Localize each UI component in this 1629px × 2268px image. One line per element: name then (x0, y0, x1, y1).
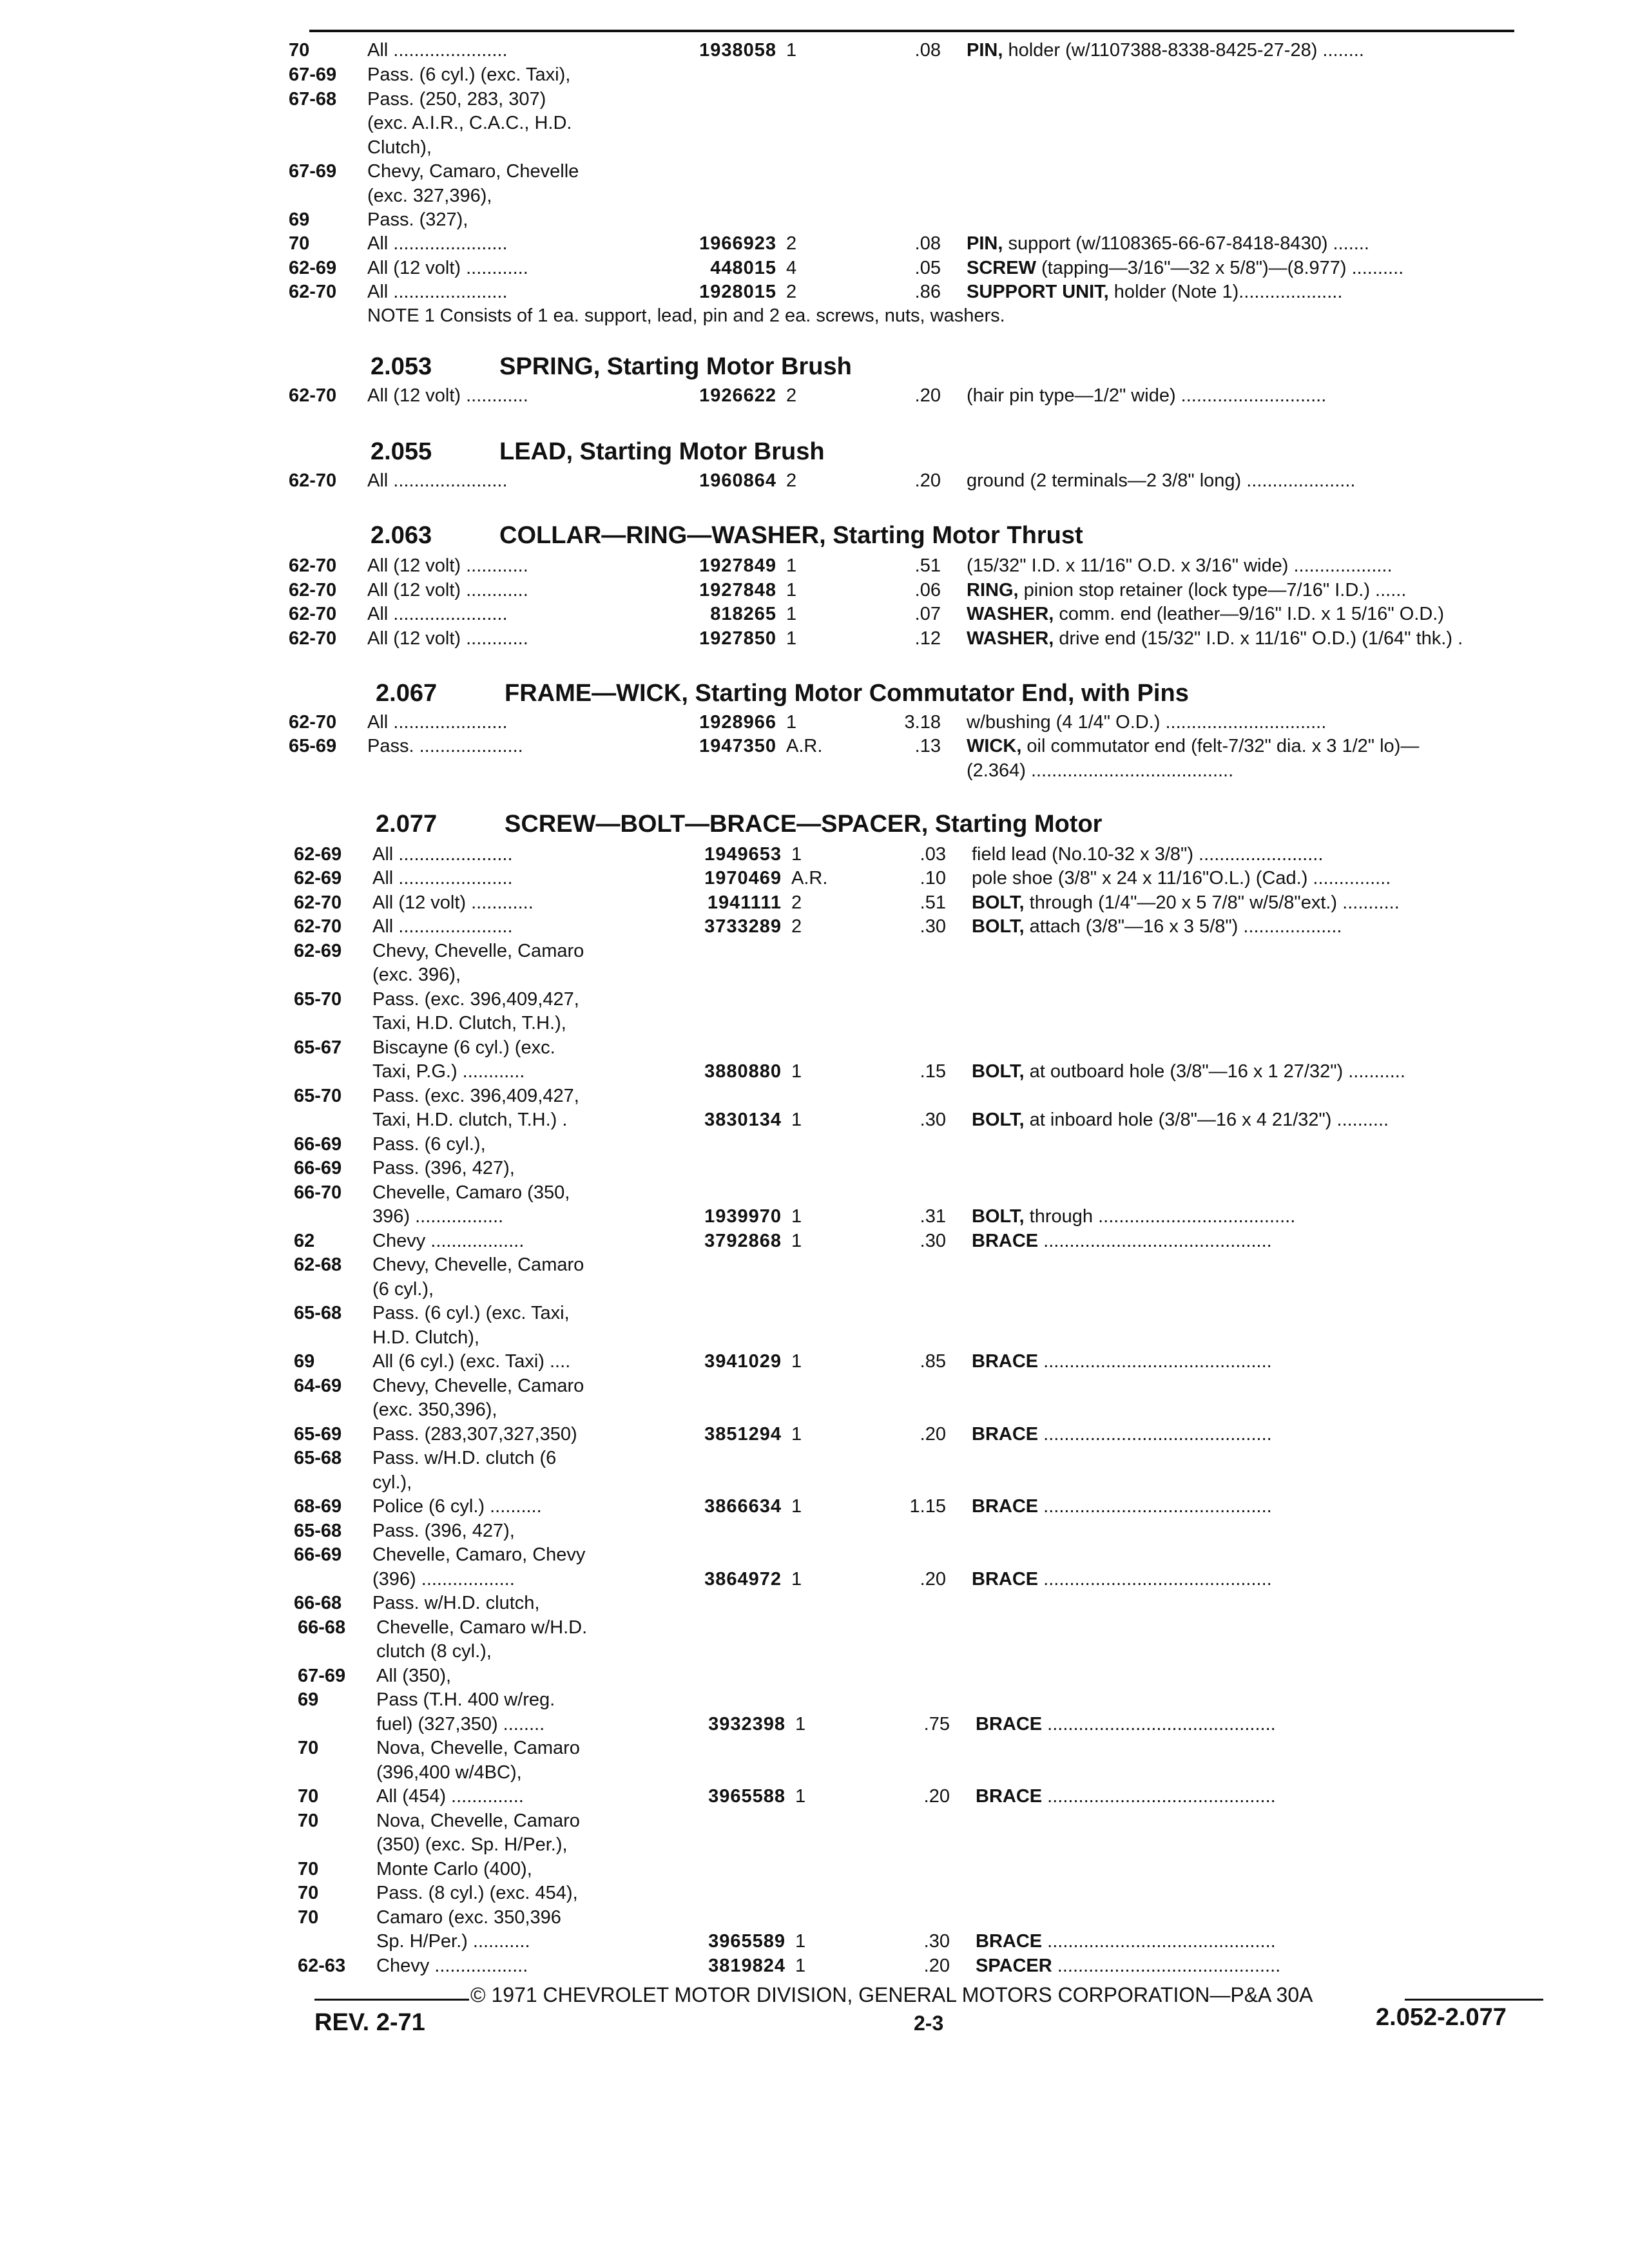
part-number: 448015 (710, 258, 776, 278)
part-number: 3864972 (704, 1569, 782, 1590)
application: Pass. (396, 427), (372, 1158, 515, 1178)
list-price: .08 (914, 233, 941, 254)
quantity: 1 (791, 1496, 802, 1517)
application: 396) ................. (372, 1206, 504, 1227)
application: Pass. (exc. 396,409,427, (372, 1086, 579, 1106)
part-number: 3965588 (708, 1786, 786, 1807)
application: All (12 volt) ............ (367, 555, 528, 576)
list-price: .31 (920, 1206, 946, 1227)
part-name: BRACE (972, 1496, 1039, 1517)
part-number: 1927849 (699, 555, 776, 576)
part-name: BOLT, (972, 1110, 1025, 1130)
list-price: .20 (923, 1956, 950, 1976)
application: All (350), (376, 1666, 452, 1686)
part-description (967, 385, 1326, 406)
part-number: 1947350 (699, 736, 776, 756)
part-detail: drive end (15/32" I.D. x 11/16" O.D.) (1/64" thk.) . (1054, 628, 1463, 649)
part-name: BRACE (972, 1231, 1039, 1251)
model-years: 65-68 (294, 1303, 342, 1323)
quantity: 1 (795, 1786, 806, 1807)
top-rule (309, 30, 1514, 32)
list-price: .20 (914, 470, 941, 491)
part-description (972, 1231, 1272, 1251)
application: (350) (exc. Sp. H/Per.), (376, 1834, 568, 1855)
list-price: 3.18 (904, 712, 941, 733)
model-years: 66-68 (294, 1593, 342, 1613)
application: Nova, Chevelle, Camaro (376, 1738, 580, 1758)
part-number: 1941111 (707, 892, 782, 913)
part-name: BRACE (972, 1351, 1039, 1372)
group-range: 2.052-2.077 (1376, 2004, 1507, 2031)
part-description (976, 1931, 1276, 1952)
part-number: 3880880 (704, 1061, 782, 1082)
application: All ...................... (367, 233, 508, 254)
part-description (967, 40, 1364, 61)
model-years: 65-68 (294, 1521, 342, 1541)
application: cyl.), (372, 1472, 412, 1493)
part-detail: ............................................ (1038, 1231, 1272, 1251)
model-years: 67-69 (289, 64, 337, 85)
part-detail: ............................................ (1038, 1351, 1272, 1372)
quantity: 2 (786, 470, 797, 491)
application: Police (6 cyl.) .......... (372, 1496, 542, 1517)
part-detail: ............................................ (1038, 1496, 1272, 1517)
part-description (967, 470, 1355, 491)
application: Taxi, H.D. clutch, T.H.) . (372, 1110, 568, 1130)
application: All (12 volt) ............ (367, 258, 528, 278)
part-detail: pole shoe (3/8" x 24 x 11/16"O.L.) (Cad.) ............... (972, 868, 1391, 889)
model-years: 70 (298, 1811, 319, 1831)
application: (exc. A.I.R., C.A.C., H.D. (367, 113, 572, 133)
list-price: .20 (920, 1424, 946, 1445)
part-detail: field lead (No.10-32 x 3/8") ........................ (972, 844, 1324, 865)
application: All ...................... (372, 868, 513, 889)
application: Nova, Chevelle, Camaro (376, 1811, 580, 1831)
application: Sp. H/Per.) ........... (376, 1931, 530, 1952)
model-years: 66-69 (294, 1544, 342, 1565)
part-name: SCREW (967, 258, 1036, 278)
application: Pass. (250, 283, 307) (367, 89, 546, 110)
part-name: BOLT, (972, 1206, 1025, 1227)
list-price: .51 (920, 892, 946, 913)
part-number: 3851294 (704, 1424, 782, 1445)
model-years: 67-69 (298, 1666, 346, 1686)
part-number: 3932398 (708, 1714, 786, 1735)
part-detail: holder (w/1107388-8338-8425-27-28) ........ (1003, 40, 1364, 61)
part-number: 818265 (710, 604, 776, 624)
part-number: 3941029 (704, 1351, 782, 1372)
model-years: 62-63 (298, 1956, 346, 1976)
quantity: 1 (786, 628, 797, 649)
part-name: BRACE (972, 1424, 1039, 1445)
quantity: 1 (795, 1931, 806, 1952)
part-description (972, 1496, 1272, 1517)
part-detail: pinion stop retainer (lock type—7/16" I.D.) ...... (1018, 580, 1407, 601)
application: All (12 volt) ............ (367, 385, 528, 406)
model-years: 62-70 (289, 470, 337, 491)
application: All (454) .............. (376, 1786, 524, 1807)
application: All ...................... (372, 844, 513, 865)
model-years: 65-67 (294, 1037, 342, 1058)
application: Pass. w/H.D. clutch, (372, 1593, 540, 1613)
part-description (967, 282, 1342, 302)
part-number: 3830134 (704, 1110, 782, 1130)
application: Chevy, Camaro, Chevelle (367, 161, 579, 182)
part-name: WASHER, (967, 604, 1054, 624)
part-number: 3819824 (708, 1956, 786, 1976)
list-price: .86 (914, 282, 941, 302)
application: (396) .................. (372, 1569, 515, 1590)
quantity: 2 (786, 385, 797, 406)
part-detail: at outboard hole (3/8"—16 x 1 27/32") ........... (1024, 1061, 1405, 1082)
application: NOTE 1 Consists of 1 ea. support, lead, pin and 2 ea. screws, nuts, washers. (367, 305, 1005, 326)
model-years: 70 (298, 1738, 319, 1758)
application: Chevy, Chevelle, Camaro (372, 941, 584, 961)
part-description (972, 868, 1391, 889)
quantity: 1 (791, 1110, 802, 1130)
application: All ...................... (367, 40, 508, 61)
list-price: .07 (914, 604, 941, 624)
part-description (972, 1351, 1272, 1372)
part-name: PIN, (967, 233, 1003, 254)
quantity: 4 (786, 258, 797, 278)
part-detail: holder (Note 1).................... (1108, 282, 1343, 302)
application: Biscayne (6 cyl.) (exc. (372, 1037, 555, 1058)
application: (396,400 w/4BC), (376, 1762, 522, 1783)
quantity: 1 (791, 1061, 802, 1082)
application: Camaro (exc. 350,396 (376, 1907, 561, 1928)
model-years: 62-68 (294, 1254, 342, 1275)
part-description (972, 916, 1342, 937)
part-description (967, 555, 1393, 576)
quantity: 2 (786, 233, 797, 254)
model-years: 66-69 (294, 1134, 342, 1155)
application: Pass. (exc. 396,409,427, (372, 989, 579, 1010)
part-detail: through ...................................... (1024, 1206, 1296, 1227)
application: Pass. (6 cyl.) (exc. Taxi, (372, 1303, 570, 1323)
part-description (972, 1061, 1405, 1082)
part-description (976, 1786, 1276, 1807)
part-number: 1960864 (699, 470, 776, 491)
application: All (6 cyl.) (exc. Taxi) .... (372, 1351, 571, 1372)
part-name: WASHER, (967, 628, 1054, 649)
group-title: COLLAR—RING—WASHER, Starting Motor Thrust (499, 522, 1083, 549)
group-title: SCREW—BOLT—BRACE—SPACER, Starting Motor (505, 811, 1103, 838)
application: (exc. 350,396), (372, 1399, 497, 1420)
list-price: .30 (923, 1931, 950, 1952)
model-years: 65-70 (294, 989, 342, 1010)
model-years: 62-69 (294, 868, 342, 889)
model-years: 62-70 (294, 916, 342, 937)
quantity: 1 (791, 1351, 802, 1372)
part-description (972, 892, 1400, 913)
model-years: 62-70 (289, 604, 337, 624)
model-years: 69 (298, 1689, 319, 1710)
application: All ...................... (367, 282, 508, 302)
application: Chevelle, Camaro (350, (372, 1182, 570, 1203)
application: (exc. 396), (372, 965, 461, 985)
revision-label: REV. 2-71 (314, 2009, 425, 2036)
part-number: 1928966 (699, 712, 776, 733)
model-years: 62-70 (289, 555, 337, 576)
part-detail: ground (2 terminals—2 3/8" long) ..................... (967, 470, 1356, 491)
application: Chevelle, Camaro w/H.D. (376, 1617, 588, 1638)
part-detail: w/bushing (4 1/4" O.D.) ............................... (967, 712, 1327, 733)
application: Pass. .................... (367, 736, 523, 756)
list-price: .06 (914, 580, 941, 601)
part-detail: ............................................ (1042, 1786, 1276, 1807)
model-years: 67-68 (289, 89, 337, 110)
part-number: 1927848 (699, 580, 776, 601)
list-price: .03 (920, 844, 946, 865)
quantity: 2 (791, 892, 802, 913)
application: Taxi, H.D. Clutch, T.H.), (372, 1013, 566, 1033)
application: All (12 volt) ............ (372, 892, 534, 913)
quantity: 1 (791, 1206, 802, 1227)
model-years: 70 (298, 1883, 319, 1903)
application: Taxi, P.G.) ............ (372, 1061, 525, 1082)
list-price: .30 (920, 916, 946, 937)
application: Pass. w/H.D. clutch (6 (372, 1448, 557, 1468)
part-name: SUPPORT UNIT, (967, 282, 1109, 302)
model-years: 70 (298, 1907, 319, 1928)
application: (exc. 327,396), (367, 186, 492, 206)
part-description (967, 580, 1406, 601)
application: Chevy .................. (376, 1956, 528, 1976)
part-description (972, 1110, 1389, 1130)
part-number: 1970469 (704, 868, 782, 889)
application: H.D. Clutch), (372, 1327, 479, 1348)
part-description (967, 628, 1463, 649)
model-years: 69 (289, 209, 310, 230)
quantity: A.R. (786, 736, 823, 756)
part-detail: oil commutator end (felt-7/32" dia. x 3 1/2" lo)— (1021, 736, 1420, 756)
model-years: 62 (294, 1231, 315, 1251)
group-number: 2.063 (371, 522, 432, 549)
list-price: .08 (914, 40, 941, 61)
group-title: FRAME—WICK, Starting Motor Commutator End, with Pins (505, 680, 1189, 707)
model-years: 70 (289, 40, 310, 61)
group-number: 2.053 (371, 353, 432, 380)
list-price: .05 (914, 258, 941, 278)
quantity: 1 (791, 844, 802, 865)
application: Pass. (396, 427), (372, 1521, 515, 1541)
footer-rule-left (314, 1999, 469, 2001)
part-number: 3965589 (708, 1931, 786, 1952)
part-detail: ............................................ (1042, 1714, 1276, 1735)
part-name: RING, (967, 580, 1019, 601)
list-price: .13 (914, 736, 941, 756)
part-number: 3866634 (704, 1496, 782, 1517)
quantity: 1 (795, 1956, 806, 1976)
part-number: 1928015 (699, 282, 776, 302)
part-name: BOLT, (972, 916, 1025, 937)
model-years: 66-68 (298, 1617, 346, 1638)
part-number: 1927850 (699, 628, 776, 649)
part-number: 1926622 (699, 385, 776, 406)
copyright-notice: © 1971 CHEVROLET MOTOR DIVISION, GENERAL MOTORS CORPORATION—P&A 30A (470, 1983, 1313, 2006)
list-price: 1.15 (909, 1496, 946, 1517)
model-years: 66-70 (294, 1182, 342, 1203)
list-price: .51 (914, 555, 941, 576)
model-years: 70 (298, 1859, 319, 1879)
quantity: 1 (791, 1424, 802, 1445)
footer-rule-right (1405, 1999, 1543, 2001)
application: (6 cyl.), (372, 1279, 434, 1300)
part-name: WICK, (967, 736, 1022, 756)
quantity: A.R. (791, 868, 828, 889)
model-years: 65-69 (294, 1424, 342, 1445)
model-years: 62-69 (294, 941, 342, 961)
model-years: 66-69 (294, 1158, 342, 1178)
list-price: .12 (914, 628, 941, 649)
part-detail: attach (3/8"—16 x 3 5/8") ................... (1024, 916, 1342, 937)
application: Pass. (327), (367, 209, 468, 230)
part-description (967, 760, 1233, 781)
application: Chevy, Chevelle, Camaro (372, 1376, 584, 1396)
quantity: 2 (786, 282, 797, 302)
application: Pass. (6 cyl.), (372, 1134, 486, 1155)
application: Chevy .................. (372, 1231, 525, 1251)
part-description (967, 604, 1444, 624)
application: All ...................... (367, 604, 508, 624)
part-detail: support (w/1108365-66-67-8418-8430) ....... (1003, 233, 1369, 254)
quantity: 1 (786, 40, 797, 61)
model-years: 69 (294, 1351, 315, 1372)
quantity: 1 (791, 1569, 802, 1590)
model-years: 70 (289, 233, 310, 254)
group-title: LEAD, Starting Motor Brush (499, 438, 825, 465)
part-name: SPACER (976, 1956, 1052, 1976)
list-price: .75 (923, 1714, 950, 1735)
application: All ...................... (367, 470, 508, 491)
application: Pass. (283,307,327,350) (372, 1424, 577, 1445)
model-years: 64-69 (294, 1376, 342, 1396)
model-years: 62-70 (289, 628, 337, 649)
quantity: 2 (791, 916, 802, 937)
quantity: 1 (786, 555, 797, 576)
part-detail: (hair pin type—1/2" wide) ............................ (967, 385, 1327, 406)
list-price: .15 (920, 1061, 946, 1082)
page-number: 2-3 (914, 2012, 944, 2035)
part-number: 1949653 (704, 844, 782, 865)
list-price: .10 (920, 868, 946, 889)
model-years: 65-68 (294, 1448, 342, 1468)
part-description (972, 1569, 1272, 1590)
part-detail: ............................................ (1038, 1424, 1272, 1445)
model-years: 62-69 (294, 844, 342, 865)
application: Monte Carlo (400), (376, 1859, 532, 1879)
list-price: .30 (920, 1231, 946, 1251)
part-name: BRACE (972, 1569, 1039, 1590)
quantity: 1 (795, 1714, 806, 1735)
group-number: 2.055 (371, 438, 432, 465)
quantity: 1 (786, 604, 797, 624)
part-description (967, 736, 1419, 756)
application: Pass. (8 cyl.) (exc. 454), (376, 1883, 578, 1903)
model-years: 68-69 (294, 1496, 342, 1517)
part-detail: ............................................ (1042, 1931, 1276, 1952)
group-title: SPRING, Starting Motor Brush (499, 353, 852, 380)
application: Chevy, Chevelle, Camaro (372, 1254, 584, 1275)
list-price: .30 (920, 1110, 946, 1130)
model-years: 65-69 (289, 736, 337, 756)
quantity: 1 (786, 712, 797, 733)
application: Chevelle, Camaro, Chevy (372, 1544, 586, 1565)
group-number: 2.067 (376, 680, 438, 707)
part-number: 3792868 (704, 1231, 782, 1251)
part-detail: (tapping—3/16"—32 x 5/8")—(8.977) .......... (1036, 258, 1404, 278)
quantity: 1 (791, 1231, 802, 1251)
part-name: BOLT, (972, 1061, 1025, 1082)
group-number: 2.077 (376, 811, 438, 838)
model-years: 62-70 (289, 282, 337, 302)
part-detail: ........................................... (1052, 1956, 1281, 1976)
part-description (972, 844, 1323, 865)
application: All ...................... (372, 916, 513, 937)
list-price: .20 (920, 1569, 946, 1590)
application: All (12 volt) ............ (367, 580, 528, 601)
part-number: 1939970 (704, 1206, 782, 1227)
quantity: 1 (786, 580, 797, 601)
model-years: 62-69 (289, 258, 337, 278)
part-description (967, 712, 1326, 733)
list-price: .20 (914, 385, 941, 406)
part-detail: through (1/4"—20 x 5 7/8" w/5/8"ext.) ........... (1024, 892, 1400, 913)
application: Pass. (6 cyl.) (exc. Taxi), (367, 64, 571, 85)
part-name: PIN, (967, 40, 1003, 61)
part-name: BOLT, (972, 892, 1025, 913)
part-name: BRACE (976, 1714, 1043, 1735)
list-price: .85 (920, 1351, 946, 1372)
model-years: 70 (298, 1786, 319, 1807)
part-detail: at inboard hole (3/8"—16 x 4 21/32") .......... (1024, 1110, 1389, 1130)
part-detail: comm. end (leather—9/16" I.D. x 1 5/16" O.D.) (1054, 604, 1445, 624)
model-years: 65-70 (294, 1086, 342, 1106)
application: Pass (T.H. 400 w/reg. (376, 1689, 555, 1710)
part-description (972, 1424, 1272, 1445)
list-price: .20 (923, 1786, 950, 1807)
model-years: 62-70 (294, 892, 342, 913)
part-description (967, 258, 1403, 278)
part-number: 1966923 (699, 233, 776, 254)
model-years: 62-70 (289, 580, 337, 601)
part-description (967, 233, 1369, 254)
part-name: BRACE (976, 1786, 1043, 1807)
part-description (976, 1714, 1276, 1735)
application: clutch (8 cyl.), (376, 1641, 492, 1662)
part-detail: (2.364) ....................................... (967, 760, 1234, 781)
part-detail: (15/32" I.D. x 11/16" O.D. x 3/16" wide) ................... (967, 555, 1393, 576)
application: All ...................... (367, 712, 508, 733)
application: All (12 volt) ............ (367, 628, 528, 649)
part-detail: ............................................ (1038, 1569, 1272, 1590)
part-name: BRACE (976, 1931, 1043, 1952)
part-description (972, 1206, 1295, 1227)
part-number: 3733289 (704, 916, 782, 937)
model-years: 62-70 (289, 385, 337, 406)
part-description (976, 1956, 1280, 1976)
model-years: 62-70 (289, 712, 337, 733)
model-years: 67-69 (289, 161, 337, 182)
application: fuel) (327,350) ........ (376, 1714, 545, 1735)
application: Clutch), (367, 137, 432, 158)
part-number: 1938058 (699, 40, 776, 61)
